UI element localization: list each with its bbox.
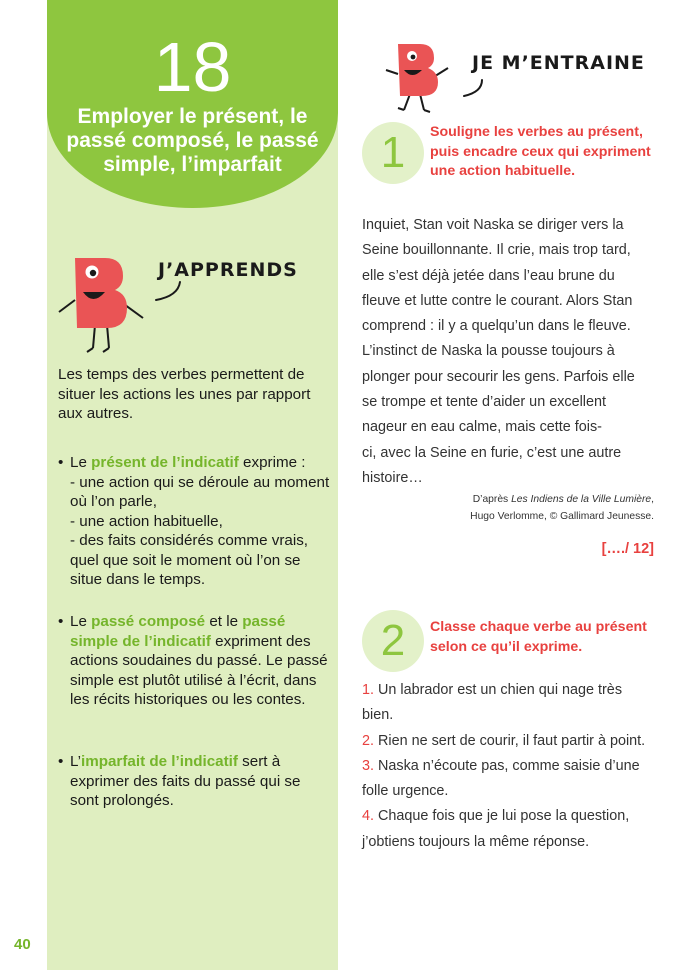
passage-line: fleuve et lutte contre le courant. Alors Stan [362, 292, 633, 309]
rule-highlight: passé simple de l’indicatif [70, 613, 286, 650]
passage-line: ci, avec la Seine en furie, c’est une autre [362, 444, 622, 461]
sentence-text: Rien ne sert de courir, il faut partir à point. [378, 732, 646, 749]
bullet-icon: • [58, 753, 64, 770]
sentence-item [362, 804, 662, 829]
exercise-1-instruction: Souligne les verbes au présent, puis encadre ceux qui expriment une action habituelle. [430, 124, 651, 179]
bullet-icon: • [58, 613, 64, 630]
sentence-text: j’obtiens toujours la même réponse. [362, 833, 590, 850]
sentence-text: bien. [362, 707, 394, 724]
sentence-text: Naska n’écoute pas, comme saisie d’une [378, 757, 640, 774]
exercise-2-sentences [362, 678, 662, 855]
lesson-number: 18 [153, 28, 232, 106]
letter-b-mascot-icon [384, 40, 454, 118]
passage-line: se trompe et tente d’aider un excellent [362, 394, 606, 411]
rule-text: Le [70, 613, 92, 630]
passage-line: Inquiet, Stan voit Naska se diriger vers la [362, 217, 624, 233]
jentraine-label: JE M’ENTRAINE [472, 52, 645, 74]
sentence-number: 2. [362, 732, 375, 749]
rule-text: et le [205, 613, 243, 630]
passage-line: nageur en eau calme, mais cette fois- [362, 419, 602, 436]
source-credit-author: Hugo Verlomme, © Gallimard Jeunesse. [470, 511, 654, 522]
rule-highlight: présent de l’indicatif [91, 454, 239, 471]
rule-line: - des faits considérés comme vrais, quel que soit le moment où l’on se situe dans le temps. [70, 532, 309, 588]
exercise-1-score: […./ 12] [601, 541, 654, 557]
exercise-1-passage [362, 213, 662, 491]
bullet-icon: • [58, 454, 64, 471]
passage-line: elle s’est déjà jetée dans l’eau brune du [362, 267, 615, 284]
rule-line: - une action qui se déroule au moment où l’on parle, [70, 473, 330, 510]
speech-line-icon [150, 280, 190, 304]
rule-text: L’ [70, 753, 81, 770]
exercise-2-instruction: Classe chaque verbe au présent selon ce qu’il exprime. [430, 619, 647, 655]
exercise-2-number: 2 [362, 610, 424, 672]
letter-b-mascot-icon [55, 250, 145, 360]
rule-line: - une action habituelle, [70, 512, 223, 530]
sentence-item [362, 754, 662, 779]
page-number: 40 [14, 936, 31, 953]
credit-text: , [651, 494, 654, 505]
passage-line: plonger pour secourir les gens. Parfois elle [362, 368, 635, 385]
passage-line: L’instinct de Naska la pousse toujours à [362, 343, 615, 360]
rule-text: exprime : [238, 454, 306, 471]
sentence-item [362, 729, 662, 754]
sentence-number: 3. [362, 757, 375, 774]
japprends-label: J’APPRENDS [158, 259, 298, 281]
passage-line: comprend : il y a quelqu’un dans le fleuve. [362, 318, 631, 335]
rule-text: expriment des actions soudaines du passé. Le passé simple est plutôt utilisé à l’écrit, dans les récits historiques ou les contes. [70, 632, 328, 708]
source-credit [354, 494, 654, 505]
rule-highlight: imparfait de l’indicatif [80, 753, 238, 770]
exercise-1-number: 1 [362, 122, 424, 184]
passage-line: histoire… [362, 469, 423, 486]
sentence-item [362, 678, 662, 703]
rule-passe [58, 612, 330, 710]
rule-highlight: passé composé [91, 613, 206, 630]
lesson-title: Employer le présent, le passé composé, le passé simple, l’imparfait [66, 105, 319, 176]
rule-text: sert à exprimer des faits du passé qui se sont prolongés. [70, 753, 301, 809]
passage-line: Seine bouillonnante. Il crie, mais trop tard, [362, 242, 631, 259]
sentence-number: 1. [362, 682, 375, 698]
speech-line-icon [460, 78, 490, 100]
sentence-number: 4. [362, 808, 375, 825]
rule-present [58, 453, 330, 590]
sentence-text: folle urgence. [362, 783, 449, 800]
credit-text: D’après [472, 494, 512, 505]
sentence-text: Un labrador est un chien qui nage très [378, 682, 623, 698]
credit-book-title: Les Indiens de la Ville Lumière [511, 494, 652, 505]
intro-text: Les temps des verbes permettent de situer les actions les unes par rapport aux autres. [58, 366, 311, 422]
rule-text: Le [70, 454, 92, 471]
rule-imparfait [58, 752, 330, 811]
sentence-text: Chaque fois que je lui pose la question, [378, 808, 630, 825]
